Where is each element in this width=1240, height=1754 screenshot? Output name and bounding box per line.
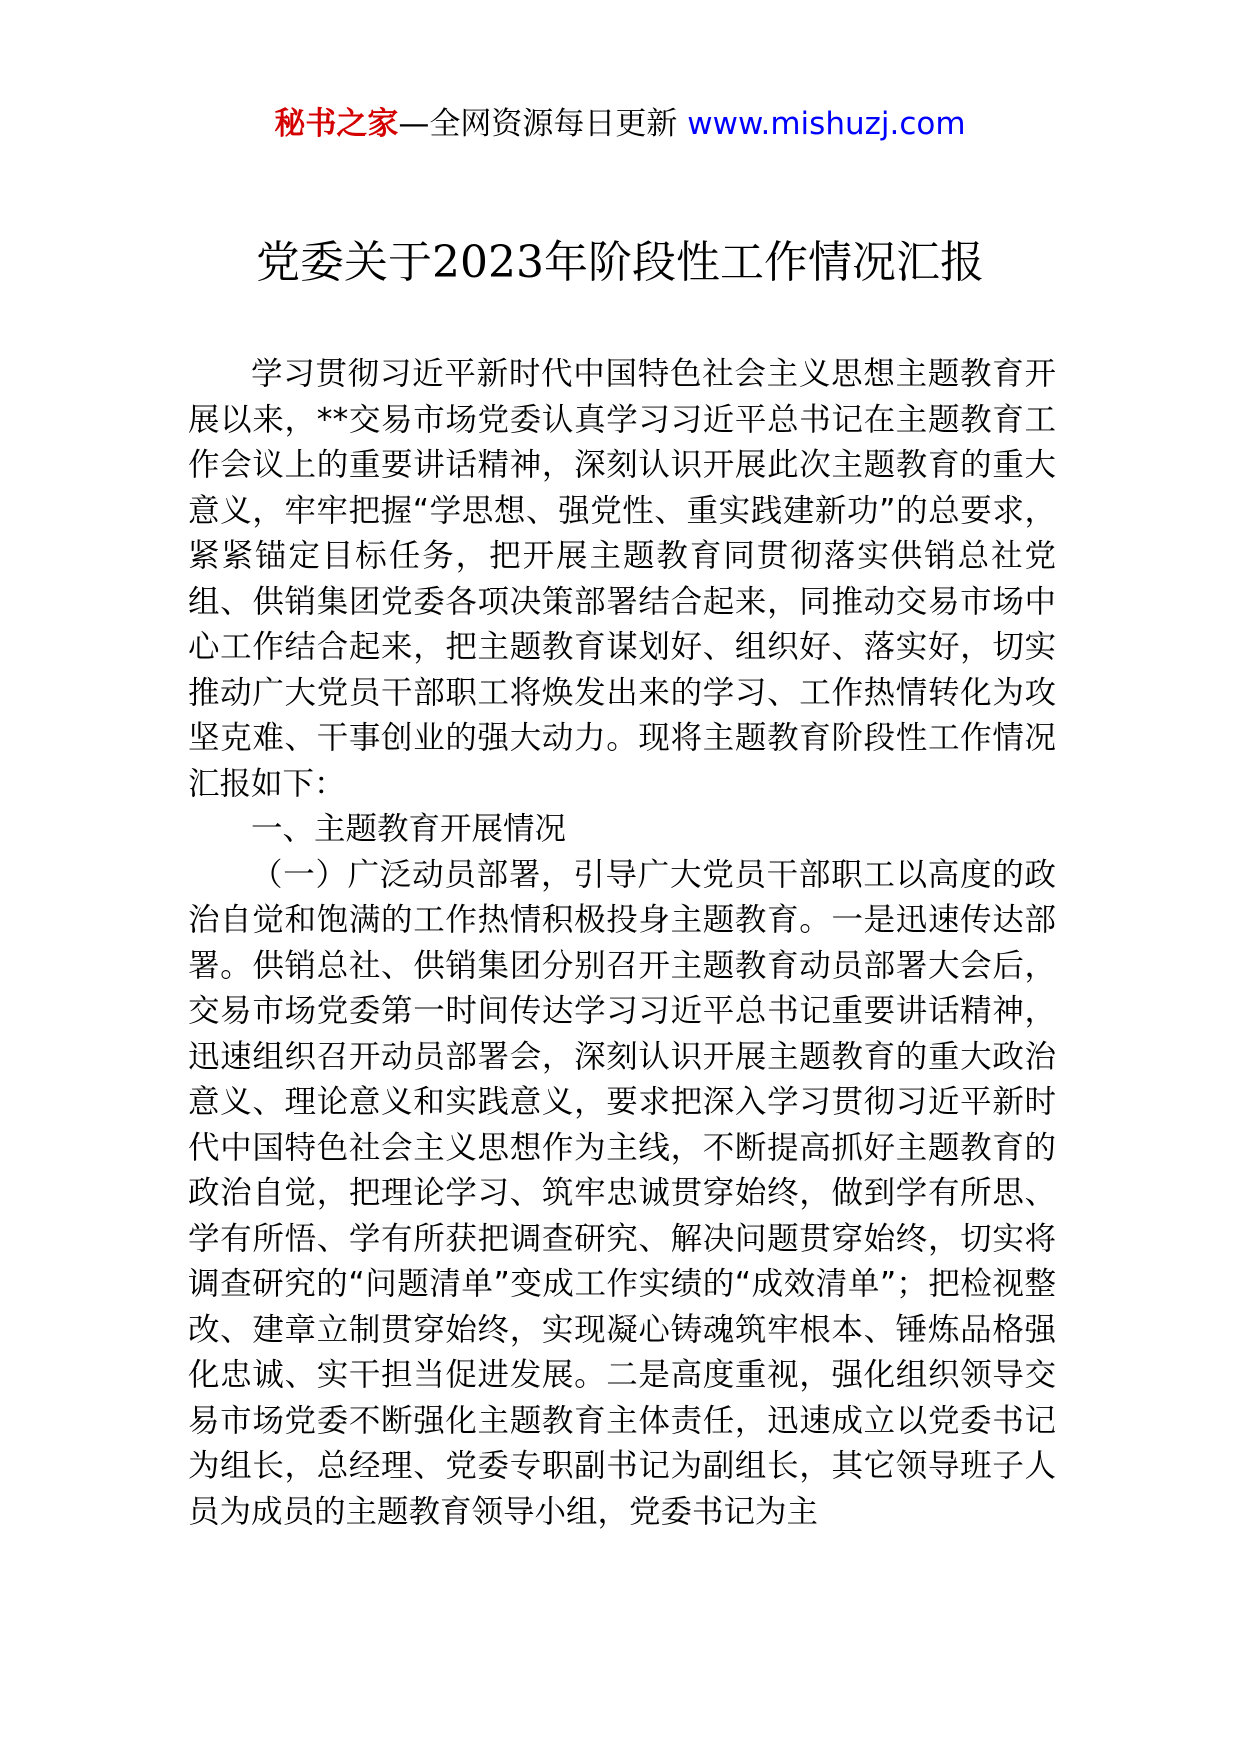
brand-name: 秘书之家 — [274, 106, 399, 142]
document-title: 党委关于2023年阶段性工作情况汇报 — [256, 237, 984, 288]
site-header — [0, 104, 1240, 144]
header-url[interactable]: www.mishuzj.com — [687, 106, 966, 142]
header-tagline: —全网资源每日更新 — [398, 106, 688, 142]
paragraph-section-1: （一）广泛动员部署，引导广大党员干部职工以高度的政治自觉和饱满的工作热情积极投身主题教育。一是迅速传达部署。供销总社、供销集团分别召开主题教育动员部署大会后，交易市场党委第一时间传达学习习近平总书记重要讲话精神，迅速组织召开动员部署会，深刻认识开展主题教育的重大政治意义、理论意义和实践意义，要求把深入学习贯彻习近平新时代中国特色社会主义思想作为主线，不断提高抓好主题教育的政治自觉，把理论学习、筑牢忠诚贯穿始终，做到学有所思、学有所悟、学有所获把调查研究、解决问题贯穿始终，切实将调查研究的“问题清单”变成工作实绩的“成效清单”；把检视整改、建章立制贯穿始终，实现凝心铸魂筑牢根本、锤炼品格强化忠诚、实干担当促进发展。二是高度重视，强化组织领导交易市场党委不断强化主题教育主体责任，迅速成立以党委书记为组长，总经理、党委专职副书记为副组长，其它领导班子人员为成员的主题教育领导小组，党委书记为主 — [188, 856, 1056, 1530]
paragraph-intro: 学习贯彻习近平新时代中国特色社会主义思想主题教育开展以来，**交易市场党委认真学习习近平总书记在主题教育工作会议上的重要讲话精神，深刻认识开展此次主题教育的重大意义，牢牢把握“学思想、强党性、重实践建新功”的总要求，紧紧锚定目标任务，把开展主题教育同贯彻落实供销总社党组、供销集团党委各项决策部署结合起来，同推动交易市场中心工作结合起来，把主题教育谋划好、组织好、落实好，切实推动广大党员干部职工将焕发出来的学习、工作热情转化为攻坚克难、干事创业的强大动力。现将主题教育阶段性工作情况汇报如下： — [188, 356, 1056, 802]
document-body — [188, 352, 1056, 1535]
section-heading: 一、主题教育开展情况 — [251, 811, 567, 847]
